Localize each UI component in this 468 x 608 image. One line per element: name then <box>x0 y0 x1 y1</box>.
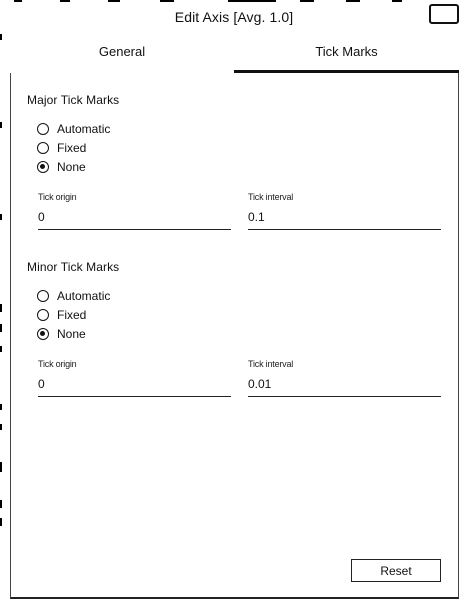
major-tick-origin-label: Tick origin <box>38 192 77 202</box>
radio-label: Fixed <box>57 308 87 322</box>
minor-tick-interval-field[interactable] <box>248 374 441 397</box>
top-edge-artifacts <box>0 0 468 4</box>
major-radio-none[interactable] <box>37 159 86 175</box>
radio-button-icon <box>37 123 49 135</box>
radio-label: None <box>57 160 86 174</box>
major-tick-interval-field[interactable] <box>248 207 441 230</box>
major-tick-interval-input[interactable] <box>248 207 441 227</box>
radio-label: Automatic <box>57 289 111 303</box>
minor-tick-origin-input[interactable] <box>38 374 231 394</box>
minor-tick-marks-heading: Minor Tick Marks <box>27 260 120 274</box>
dialog-title: Edit Axis [Avg. 1.0] <box>174 9 294 25</box>
radio-button-icon <box>37 309 49 321</box>
major-tick-origin-input[interactable] <box>38 207 231 227</box>
major-radio-automatic[interactable] <box>37 121 110 137</box>
radio-label: None <box>57 327 86 341</box>
major-radio-fixed[interactable] <box>37 140 86 156</box>
minor-tick-origin-field[interactable] <box>38 374 231 397</box>
window-control-button[interactable] <box>429 4 459 24</box>
left-edge-artifacts <box>0 0 2 608</box>
minor-tick-interval-input[interactable] <box>248 374 441 394</box>
radio-label: Fixed <box>57 141 87 155</box>
major-tick-marks-heading: Major Tick Marks <box>27 93 120 107</box>
reset-button[interactable]: Reset <box>351 559 441 582</box>
tab-tick-marks[interactable]: Tick Marks <box>315 44 378 59</box>
major-tick-origin-field[interactable] <box>38 207 231 230</box>
radio-button-icon <box>37 142 49 154</box>
minor-tick-origin-label: Tick origin <box>38 359 77 369</box>
radio-label: Automatic <box>57 122 111 136</box>
tab-bar <box>10 38 459 74</box>
radio-button-selected-icon <box>37 161 49 173</box>
minor-radio-none[interactable] <box>37 326 86 342</box>
minor-radio-automatic[interactable] <box>37 288 110 304</box>
minor-radio-fixed[interactable] <box>37 307 86 323</box>
radio-button-selected-icon <box>37 328 49 340</box>
minor-tick-interval-label: Tick interval <box>248 359 294 369</box>
major-tick-interval-label: Tick interval <box>248 192 294 202</box>
radio-button-icon <box>37 290 49 302</box>
tab-general[interactable]: General <box>98 44 146 59</box>
